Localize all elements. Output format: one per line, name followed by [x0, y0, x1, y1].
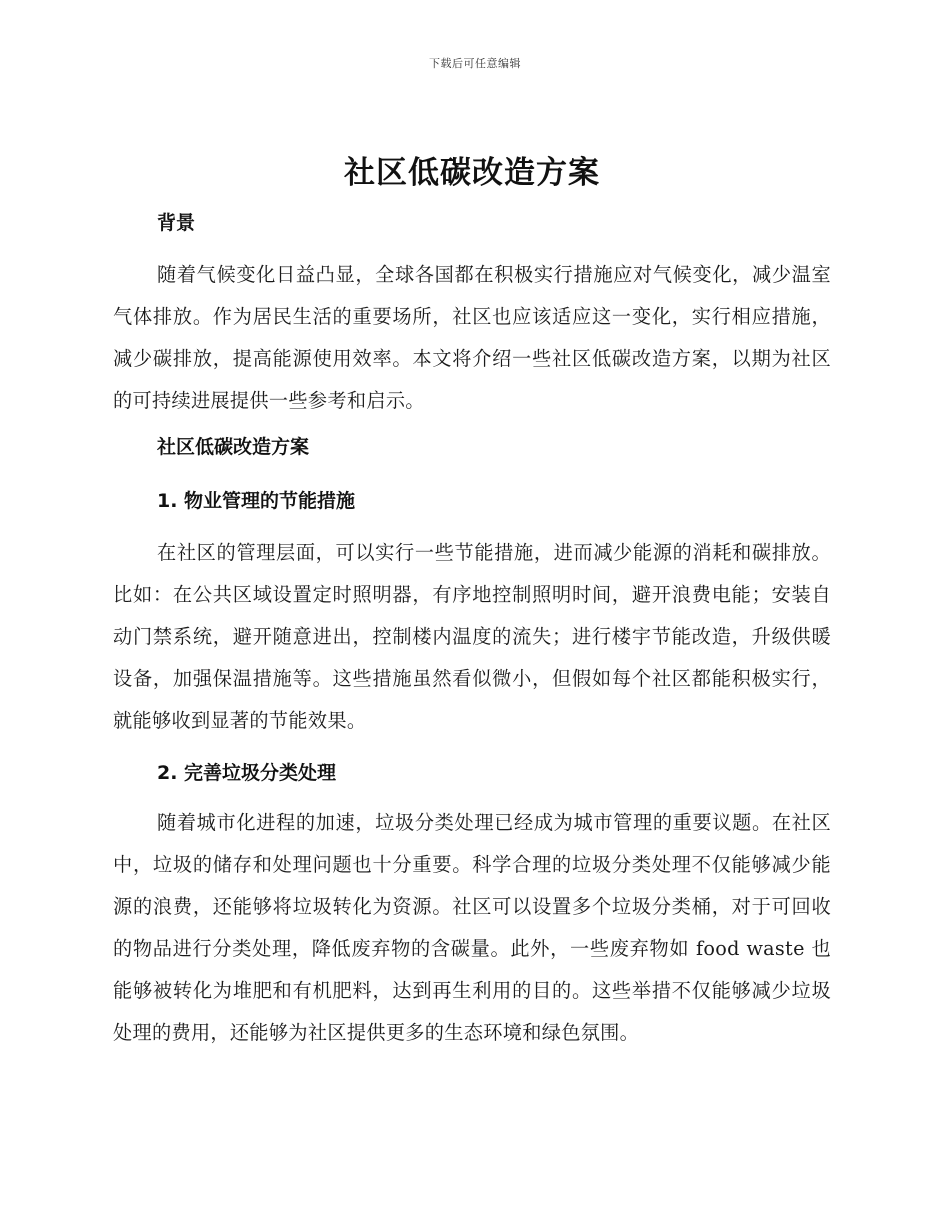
paragraph-item2: 随着城市化进程的加速，垃圾分类处理已经成为城市管理的重要议题。在社区中，垃圾的储存和处理问题也十分重要。科学合理的垃圾分类处理不仅能够减少能源的浪费，还能够将垃圾转化为资源。社区可以设置多个垃圾分类桶，对于可回收的物品进行分类处理，降低废弃物的含碳量。此外，一些废弃物如 food waste 也能够被转化为堆肥和有机肥料，达到再生利用的目的。这些举措不仅能够减少垃圾处理的费用，还能够为社区提供更多的生态环境和绿色氛围。: [113, 811, 831, 1044]
document-title: 社区低碳改造方案: [344, 155, 600, 191]
section-heading-plan: 社区低碳改造方案: [157, 436, 310, 458]
paragraph-background: 随着气候变化日益凸显，全球各国都在积极实行措施应对气候变化，减少温室气体排放。作为居民生活的重要场所，社区也应该适应这一变化，实行相应措施，减少碳排放，提高能源使用效率。本文将介绍一些社区低碳改造方案，以期为社区的可持续进展提供一些参考和启示。: [113, 263, 831, 412]
document-body: [113, 150, 831, 1054]
paragraph-item1: 在社区的管理层面，可以实行一些节能措施，进而减少能源的消耗和碳排放。比如：在公共区域设置定时照明器，有序地控制照明时间，避开浪费电能；安装自动门禁系统，避开随意进出，控制楼内温度的流失；进行楼宇节能改造，升级供暖设备，加强保温措施等。这些措施虽然看似微小，但假如每个社区都能积极实行，就能够收到显著的节能效果。: [113, 541, 831, 732]
header-note: 下载后可任意编辑: [429, 57, 521, 70]
section-heading-item2: 2. 完善垃圾分类处理: [157, 762, 337, 784]
section-heading-background: 背景: [157, 212, 196, 234]
section-heading-item1: 1. 物业管理的节能措施: [157, 490, 356, 512]
